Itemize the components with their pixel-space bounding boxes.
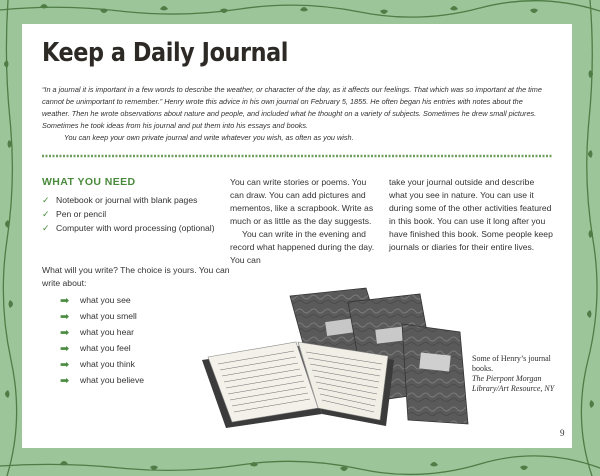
page-title: Keep a Daily Journal	[42, 38, 288, 68]
body-column-2	[230, 176, 382, 267]
closed-journal	[402, 324, 468, 424]
arrow-right-icon: ➡	[60, 310, 70, 323]
topic-label: what you feel	[80, 343, 131, 353]
list-item	[42, 340, 144, 356]
check-icon: ✓	[42, 209, 50, 219]
arrow-right-icon: ➡	[60, 374, 70, 387]
list-item	[42, 222, 237, 234]
arrow-right-icon: ➡	[60, 326, 70, 339]
supply-item-label: Computer with word processing (optional)	[56, 223, 215, 233]
arrow-right-icon: ➡	[60, 294, 70, 307]
what-you-need-heading: WHAT YOU NEED	[42, 176, 136, 188]
list-item	[42, 324, 144, 340]
check-icon: ✓	[42, 223, 50, 233]
list-item	[42, 372, 144, 388]
caption-text: Some of Henry’s journal books.	[472, 354, 551, 373]
photo-credit: The Pierpont Morgan Library/Art Resource, NY	[472, 374, 555, 393]
intro-paragraph-2: You can keep your own private journal and write whatever you wish, as often as you wish.	[64, 133, 354, 142]
supply-item-label: Notebook or journal with blank pages	[56, 195, 198, 205]
journal-books-photo	[198, 262, 480, 432]
topic-label: what you smell	[80, 311, 137, 321]
body-paragraph: You can write stories or poems. You can draw. You can add pictures and mementos, like a scrapbook. Write as much or as little as the day suggests.	[230, 177, 374, 226]
list-item	[42, 208, 237, 220]
topic-label: what you think	[80, 359, 135, 369]
list-item	[42, 308, 144, 324]
arrow-right-icon: ➡	[60, 358, 70, 371]
body-column-3	[389, 176, 554, 254]
body-paragraph: You can write in the evening and record what happened during the day. You can	[230, 229, 375, 265]
content-page	[22, 24, 572, 448]
arrow-right-icon: ➡	[60, 342, 70, 355]
list-item	[42, 292, 144, 308]
check-icon: ✓	[42, 195, 50, 205]
vine-divider	[42, 154, 552, 158]
photo-caption	[472, 354, 562, 394]
intro-paragraph: “In a journal it is important in a few words to describe the weather, or character of the day, as it affects our feelings. That which was so important at the time cannot be unimportant to remember.” Henry wrote this advice in his own journal on February 5, 1855. He often began his entries with notes about the weather. Then he wrote observations about nature and people, and included what he thought on a variety of subjects. Sometimes he drew small pictures. Sometimes he took ideas from his journal and put them into his essays and books.	[42, 85, 542, 130]
topic-label: what you believe	[80, 375, 145, 385]
list-item	[42, 356, 144, 372]
list-item	[42, 194, 237, 206]
page-number: 9	[560, 428, 565, 438]
topic-label: what you see	[80, 295, 131, 305]
body-paragraph: take your journal outside and describe what you see in nature. You can use it during some of the other activities featured in this book. You can use it long after you have finished this book. Some people keep journals or diaries for their entire lives.	[389, 177, 553, 252]
topic-label: what you hear	[80, 327, 134, 337]
prompt-paragraph: What will you write? The choice is yours. You can write about:	[42, 265, 230, 288]
supply-list	[42, 194, 237, 236]
open-journal	[202, 342, 394, 428]
topic-list	[42, 292, 144, 388]
supply-item-label: Pen or pencil	[56, 209, 107, 219]
